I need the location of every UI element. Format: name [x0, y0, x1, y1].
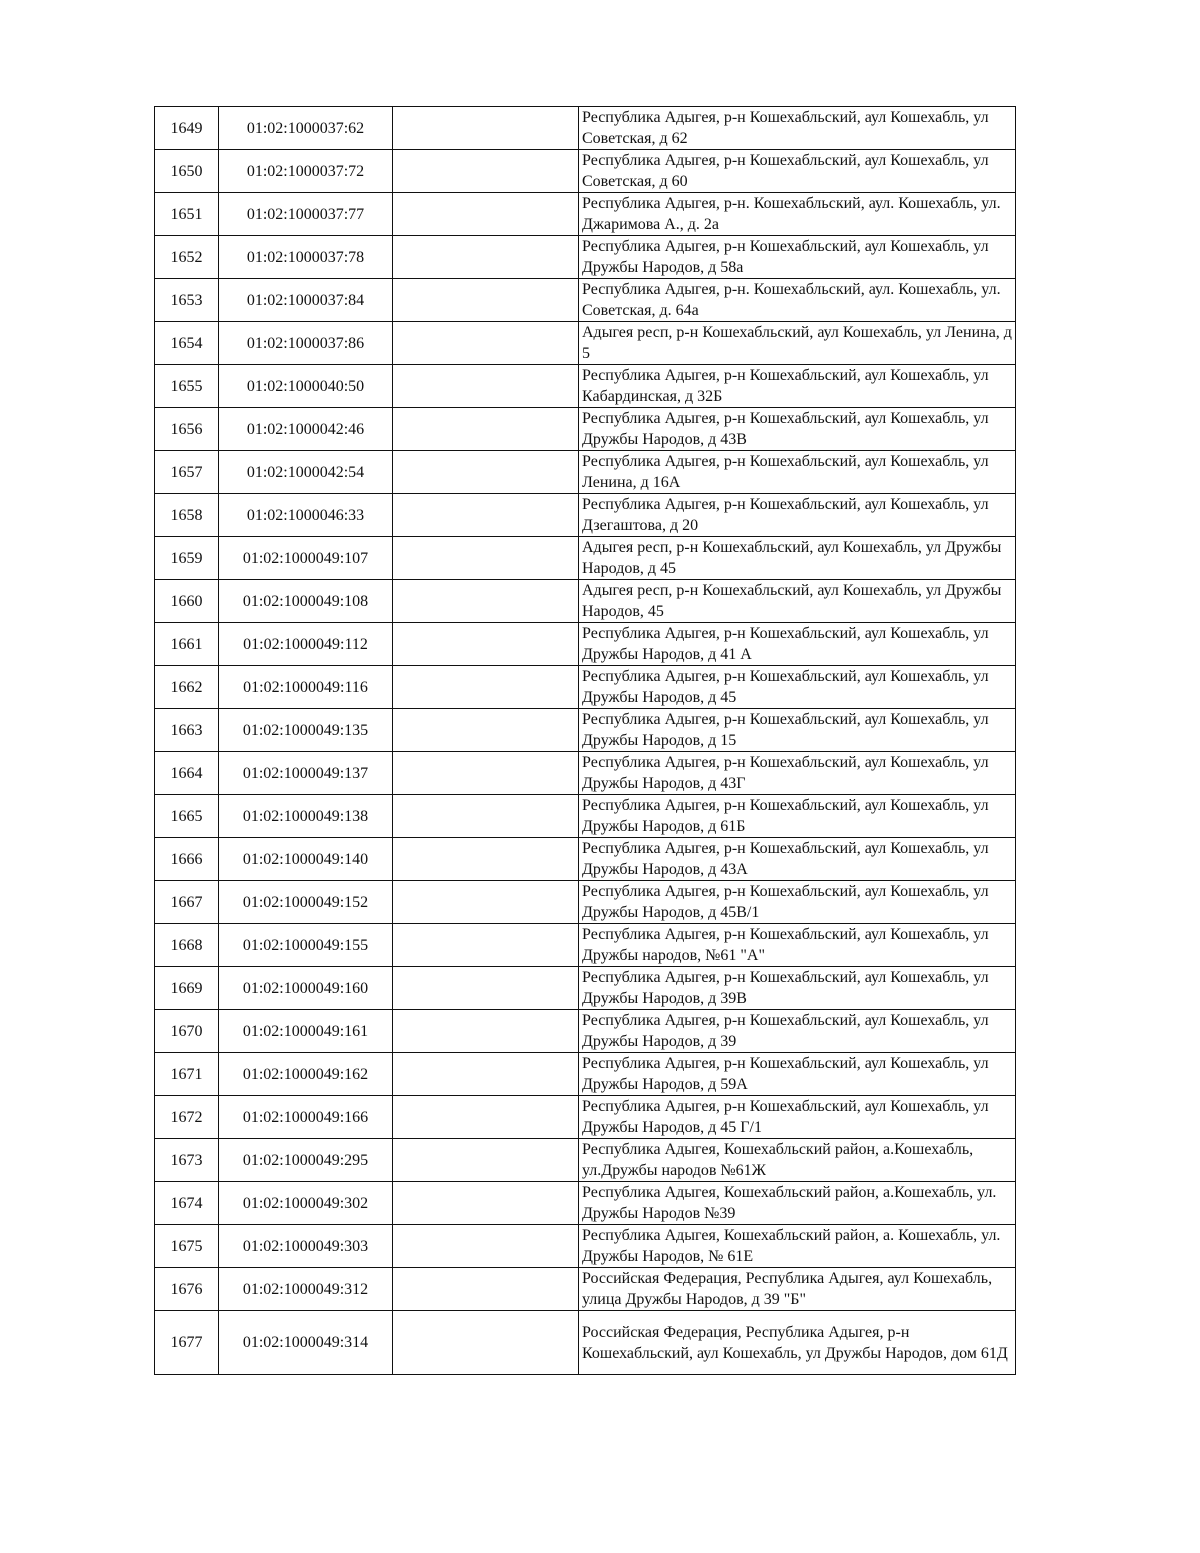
empty-cell	[393, 537, 579, 580]
cadastral-number-cell: 01:02:1000049:155	[219, 924, 393, 967]
table-row	[155, 838, 1016, 881]
empty-cell	[393, 279, 579, 322]
table-row	[155, 752, 1016, 795]
row-number-cell: 1668	[155, 924, 219, 967]
row-number-cell: 1654	[155, 322, 219, 365]
row-number-cell: 1672	[155, 1096, 219, 1139]
address-cell: Республика Адыгея, р-н Кошехабльский, аул Кошехабль, ул Дружбы Народов, д 45	[579, 666, 1016, 709]
address-cell: Республика Адыгея, р-н Кошехабльский, аул Кошехабль, ул Дружбы Народов, д 41 А	[579, 623, 1016, 666]
empty-cell	[393, 150, 579, 193]
cadastral-number-cell: 01:02:1000049:302	[219, 1182, 393, 1225]
cadastral-number-cell: 01:02:1000049:108	[219, 580, 393, 623]
row-number-cell: 1676	[155, 1268, 219, 1311]
row-number-cell: 1665	[155, 795, 219, 838]
register-rows	[155, 107, 1016, 1375]
address-cell: Российская Федерация, Республика Адыгея, р-н Кошехабльский, аул Кошехабль, ул Дружбы Народов, дом 61Д	[579, 1311, 1016, 1375]
address-cell: Республика Адыгея, Кошехабльский район, а.Кошехабль, ул.Дружбы народов №61Ж	[579, 1139, 1016, 1182]
address-cell: Республика Адыгея, р-н. Кошехабльский, аул. Кошехабль, ул. Джаримова А., д. 2а	[579, 193, 1016, 236]
address-cell: Адыгея респ, р-н Кошехабльский, аул Кошехабль, ул Дружбы Народов, д 45	[579, 537, 1016, 580]
address-cell: Адыгея респ, р-н Кошехабльский, аул Кошехабль, ул Ленина, д 5	[579, 322, 1016, 365]
empty-cell	[393, 838, 579, 881]
row-number-cell: 1658	[155, 494, 219, 537]
address-cell: Республика Адыгея, р-н Кошехабльский, аул Кошехабль, ул Дружбы Народов, д 43А	[579, 838, 1016, 881]
address-cell: Республика Адыгея, р-н Кошехабльский, аул Кошехабль, ул Ленина, д 16А	[579, 451, 1016, 494]
cadastral-number-cell: 01:02:1000037:62	[219, 107, 393, 150]
cadastral-number-cell: 01:02:1000049:107	[219, 537, 393, 580]
table-row	[155, 451, 1016, 494]
empty-cell	[393, 236, 579, 279]
table-row	[155, 494, 1016, 537]
table-row	[155, 623, 1016, 666]
table-row	[155, 1182, 1016, 1225]
empty-cell	[393, 1268, 579, 1311]
empty-cell	[393, 1225, 579, 1268]
row-number-cell: 1663	[155, 709, 219, 752]
address-cell: Республика Адыгея, р-н Кошехабльский, аул Кошехабль, ул Дружбы Народов, д 45В/1	[579, 881, 1016, 924]
row-number-cell: 1656	[155, 408, 219, 451]
cadastral-number-cell: 01:02:1000049:135	[219, 709, 393, 752]
cadastral-number-cell: 01:02:1000037:78	[219, 236, 393, 279]
cadastral-number-cell: 01:02:1000037:86	[219, 322, 393, 365]
empty-cell	[393, 967, 579, 1010]
empty-cell	[393, 1096, 579, 1139]
row-number-cell: 1652	[155, 236, 219, 279]
cadastral-number-cell: 01:02:1000049:295	[219, 1139, 393, 1182]
address-cell: Республика Адыгея, р-н Кошехабльский, аул Кошехабль, ул Советская, д 60	[579, 150, 1016, 193]
table-row	[155, 881, 1016, 924]
cadastral-number-cell: 01:02:1000049:162	[219, 1053, 393, 1096]
table-row	[155, 322, 1016, 365]
row-number-cell: 1662	[155, 666, 219, 709]
empty-cell	[393, 451, 579, 494]
address-cell: Республика Адыгея, Кошехабльский район, а.Кошехабль, ул. Дружбы Народов №39	[579, 1182, 1016, 1225]
address-cell: Республика Адыгея, р-н Кошехабльский, аул Кошехабль, ул Дружбы народов, №61 "А"	[579, 924, 1016, 967]
row-number-cell: 1649	[155, 107, 219, 150]
empty-cell	[393, 580, 579, 623]
cadastral-number-cell: 01:02:1000049:116	[219, 666, 393, 709]
empty-cell	[393, 408, 579, 451]
empty-cell	[393, 1010, 579, 1053]
address-cell: Российская Федерация, Республика Адыгея, аул Кошехабль, улица Дружбы Народов, д 39 "Б"	[579, 1268, 1016, 1311]
address-cell: Республика Адыгея, р-н Кошехабльский, аул Кошехабль, ул Дружбы Народов, д 58а	[579, 236, 1016, 279]
address-cell: Республика Адыгея, р-н Кошехабльский, аул Кошехабль, ул Дзегаштова, д 20	[579, 494, 1016, 537]
address-cell: Республика Адыгея, р-н Кошехабльский, аул Кошехабль, ул Дружбы Народов, д 39В	[579, 967, 1016, 1010]
empty-cell	[393, 623, 579, 666]
empty-cell	[393, 322, 579, 365]
table-row	[155, 408, 1016, 451]
cadastral-number-cell: 01:02:1000042:46	[219, 408, 393, 451]
cadastral-number-cell: 01:02:1000049:137	[219, 752, 393, 795]
cadastral-number-cell: 01:02:1000037:84	[219, 279, 393, 322]
address-cell: Республика Адыгея, р-н Кошехабльский, аул Кошехабль, ул Дружбы Народов, д 39	[579, 1010, 1016, 1053]
empty-cell	[393, 365, 579, 408]
empty-cell	[393, 881, 579, 924]
row-number-cell: 1669	[155, 967, 219, 1010]
table-row	[155, 1096, 1016, 1139]
empty-cell	[393, 1053, 579, 1096]
row-number-cell: 1674	[155, 1182, 219, 1225]
row-number-cell: 1677	[155, 1311, 219, 1375]
table-row	[155, 537, 1016, 580]
table-row	[155, 1311, 1016, 1375]
address-cell: Республика Адыгея, Кошехабльский район, а. Кошехабль, ул. Дружбы Народов, № 61Е	[579, 1225, 1016, 1268]
cadastral-number-cell: 01:02:1000037:77	[219, 193, 393, 236]
address-cell: Республика Адыгея, р-н Кошехабльский, аул Кошехабль, ул Дружбы Народов, д 43Г	[579, 752, 1016, 795]
table-row	[155, 1139, 1016, 1182]
cadastral-number-cell: 01:02:1000049:152	[219, 881, 393, 924]
row-number-cell: 1675	[155, 1225, 219, 1268]
row-number-cell: 1653	[155, 279, 219, 322]
cadastral-number-cell: 01:02:1000049:112	[219, 623, 393, 666]
row-number-cell: 1659	[155, 537, 219, 580]
cadastral-number-cell: 01:02:1000049:161	[219, 1010, 393, 1053]
row-number-cell: 1664	[155, 752, 219, 795]
table-row	[155, 1053, 1016, 1096]
row-number-cell: 1673	[155, 1139, 219, 1182]
table-row	[155, 365, 1016, 408]
empty-cell	[393, 1182, 579, 1225]
cadastral-number-cell: 01:02:1000049:140	[219, 838, 393, 881]
empty-cell	[393, 924, 579, 967]
cadastral-number-cell: 01:02:1000040:50	[219, 365, 393, 408]
empty-cell	[393, 193, 579, 236]
property-register-table	[154, 106, 1016, 1375]
table-row	[155, 1225, 1016, 1268]
row-number-cell: 1670	[155, 1010, 219, 1053]
row-number-cell: 1650	[155, 150, 219, 193]
address-cell: Республика Адыгея, р-н Кошехабльский, аул Кошехабль, ул Дружбы Народов, д 59А	[579, 1053, 1016, 1096]
address-cell: Адыгея респ, р-н Кошехабльский, аул Кошехабль, ул Дружбы Народов, 45	[579, 580, 1016, 623]
row-number-cell: 1666	[155, 838, 219, 881]
empty-cell	[393, 494, 579, 537]
row-number-cell: 1655	[155, 365, 219, 408]
cadastral-number-cell: 01:02:1000049:166	[219, 1096, 393, 1139]
cadastral-number-cell: 01:02:1000049:160	[219, 967, 393, 1010]
cadastral-number-cell: 01:02:1000049:314	[219, 1311, 393, 1375]
table-row	[155, 193, 1016, 236]
table-row	[155, 580, 1016, 623]
address-cell: Республика Адыгея, р-н Кошехабльский, аул Кошехабль, ул Дружбы Народов, д 45 Г/1	[579, 1096, 1016, 1139]
row-number-cell: 1651	[155, 193, 219, 236]
row-number-cell: 1671	[155, 1053, 219, 1096]
address-cell: Республика Адыгея, р-н Кошехабльский, аул Кошехабль, ул Советская, д 62	[579, 107, 1016, 150]
cadastral-number-cell: 01:02:1000042:54	[219, 451, 393, 494]
row-number-cell: 1661	[155, 623, 219, 666]
table-row	[155, 709, 1016, 752]
table-row	[155, 1268, 1016, 1311]
table-row	[155, 967, 1016, 1010]
empty-cell	[393, 752, 579, 795]
address-cell: Республика Адыгея, р-н Кошехабльский, аул Кошехабль, ул Кабардинская, д 32Б	[579, 365, 1016, 408]
empty-cell	[393, 107, 579, 150]
row-number-cell: 1660	[155, 580, 219, 623]
table-row	[155, 236, 1016, 279]
address-cell: Республика Адыгея, р-н Кошехабльский, аул Кошехабль, ул Дружбы Народов, д 15	[579, 709, 1016, 752]
cadastral-number-cell: 01:02:1000037:72	[219, 150, 393, 193]
row-number-cell: 1667	[155, 881, 219, 924]
empty-cell	[393, 1311, 579, 1375]
cadastral-number-cell: 01:02:1000046:33	[219, 494, 393, 537]
cadastral-number-cell: 01:02:1000049:138	[219, 795, 393, 838]
table-row	[155, 1010, 1016, 1053]
table-row	[155, 666, 1016, 709]
address-cell: Республика Адыгея, р-н Кошехабльский, аул Кошехабль, ул Дружбы Народов, д 61Б	[579, 795, 1016, 838]
row-number-cell: 1657	[155, 451, 219, 494]
table-row	[155, 279, 1016, 322]
table-row	[155, 150, 1016, 193]
empty-cell	[393, 666, 579, 709]
table-row	[155, 924, 1016, 967]
empty-cell	[393, 709, 579, 752]
table-row	[155, 795, 1016, 838]
empty-cell	[393, 795, 579, 838]
cadastral-number-cell: 01:02:1000049:303	[219, 1225, 393, 1268]
cadastral-number-cell: 01:02:1000049:312	[219, 1268, 393, 1311]
address-cell: Республика Адыгея, р-н Кошехабльский, аул Кошехабль, ул Дружбы Народов, д 43В	[579, 408, 1016, 451]
table-row	[155, 107, 1016, 150]
address-cell: Республика Адыгея, р-н. Кошехабльский, аул. Кошехабль, ул. Советская, д. 64а	[579, 279, 1016, 322]
empty-cell	[393, 1139, 579, 1182]
